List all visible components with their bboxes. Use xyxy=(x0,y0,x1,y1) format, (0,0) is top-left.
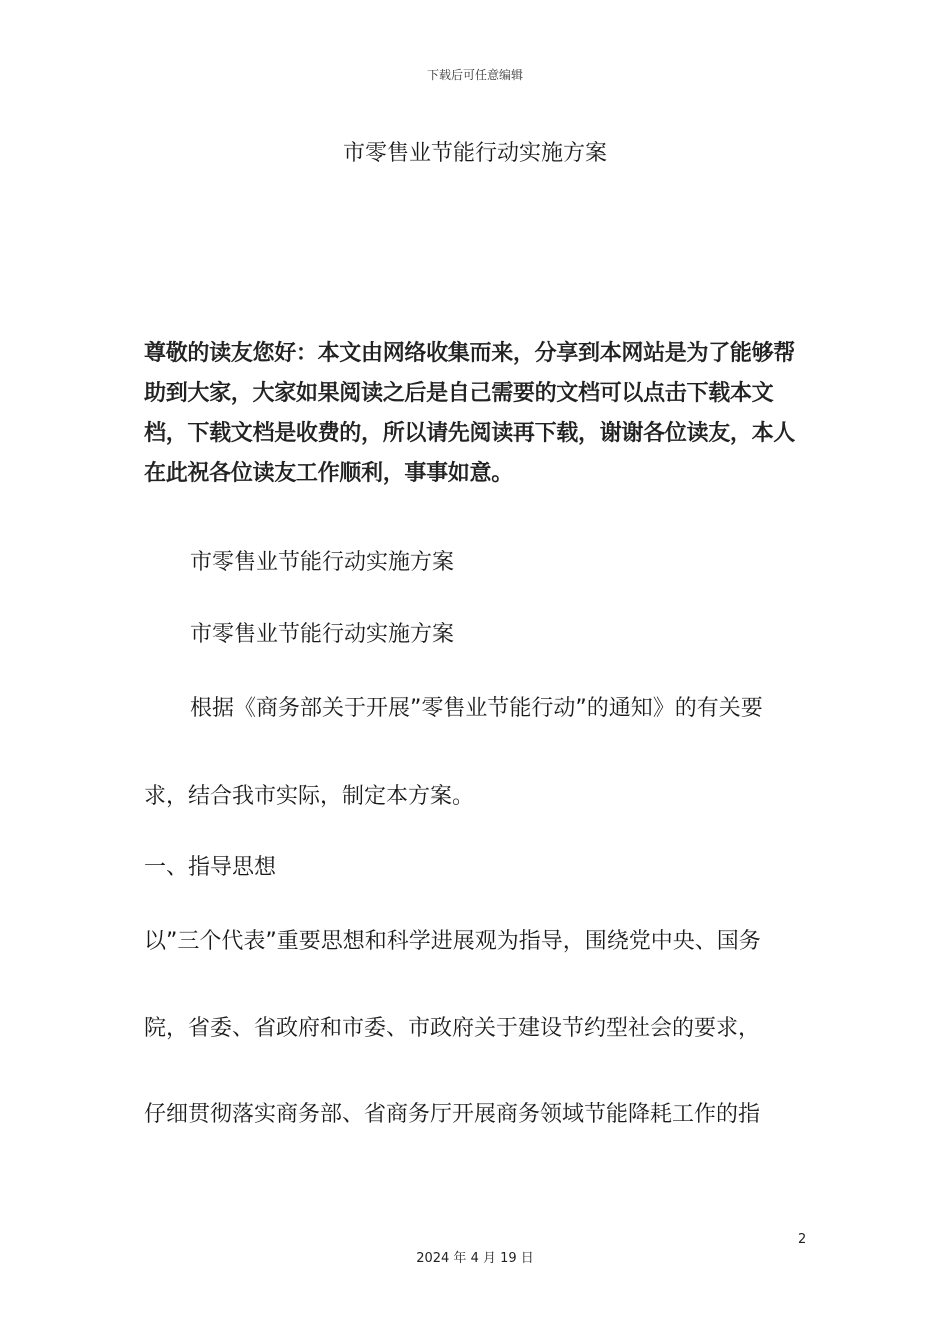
footer-date: 2024 年 4 月 19 日 xyxy=(416,1251,534,1266)
document-title: 市零售业节能行动实施方案 xyxy=(342,141,607,166)
paragraph-line: 以”三个代表”重要思想和科学进展观为指导，围绕党中央、国务 xyxy=(144,929,761,954)
subtitle-line: 市零售业节能行动实施方案 xyxy=(190,622,455,647)
paragraph-line: 根据《商务部关于开展”零售业节能行动”的通知》的有关要 xyxy=(190,696,763,721)
reader-notice: 尊敬的读友您好：本文由网络收集而来，分享到本网站是为了能够帮助到大家，大家如果阅读之后是自己需要的文档可以点击下载本文档，下载文档是收费的，所以请先阅读再下载，谢谢各位读友，本人在此祝各位读友工作顺利，事事如意。 xyxy=(144,341,796,486)
paragraph-line: 仔细贯彻落实商务部、省商务厅开展商务领域节能降耗工作的指 xyxy=(144,1102,761,1127)
paragraph-line: 求，结合我市实际，制定本方案。 xyxy=(144,784,475,809)
subtitle-line: 市零售业节能行动实施方案 xyxy=(190,550,455,575)
header-note: 下载后可任意编辑 xyxy=(426,68,523,82)
paragraph-line: 院，省委、省政府和市委、市政府关于建设节约型社会的要求， xyxy=(144,1016,761,1041)
page-number: 2 xyxy=(798,1232,807,1247)
section-heading: 一、指导思想 xyxy=(144,855,277,880)
